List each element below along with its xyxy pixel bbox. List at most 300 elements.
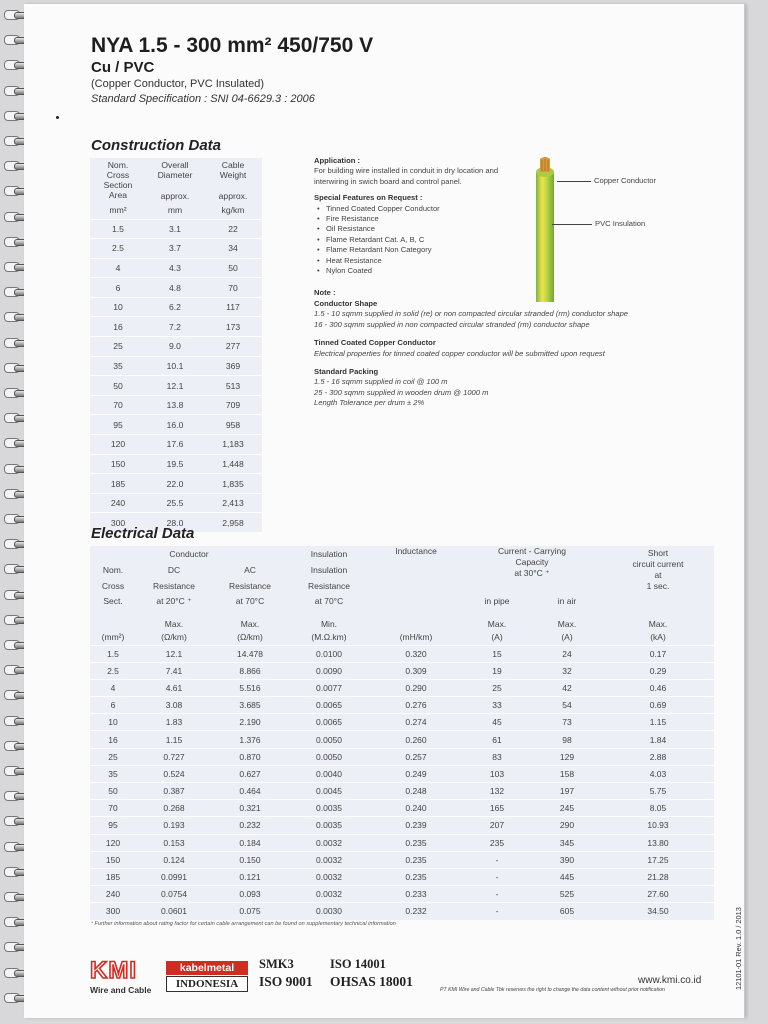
electrical-cell: 17.25 [602, 851, 714, 868]
packing-heading: Standard Packing [314, 366, 379, 376]
construction-cell: 22 [204, 219, 262, 239]
electrical-cell: 95 [90, 817, 136, 834]
header-approx: approx. [218, 191, 248, 201]
feature-item: • Flame Retardant Non Category [326, 245, 644, 255]
header-approx: approx. [160, 191, 190, 201]
construction-cell: 513 [204, 376, 262, 396]
conductor-shape-line: 16 - 300 sqmm supplied in non compacted circular stranded (rm) conductor shape [314, 319, 590, 329]
header-diameter-line: Diameter [157, 170, 193, 180]
construction-cell: 3.7 [146, 239, 204, 259]
note-heading: Note : [314, 288, 336, 298]
electrical-table [90, 546, 714, 920]
construction-cell: 34 [204, 239, 262, 259]
qualifier-cell: Max. [487, 619, 507, 629]
electrical-row [90, 714, 714, 731]
electrical-cell: 207 [462, 817, 532, 834]
electrical-cell: 0.0035 [288, 817, 370, 834]
feature-item: • Heat Resistance [326, 256, 644, 266]
electrical-cell: 24 [532, 645, 602, 662]
unit-area: mm² [109, 204, 127, 215]
kmi-logo-text: KMI [90, 957, 137, 981]
electrical-cell: 0.320 [370, 645, 462, 662]
electrical-cell: 13.80 [602, 834, 714, 851]
construction-cell: 120 [90, 435, 146, 455]
electrical-cell: 445 [532, 868, 602, 885]
construction-cell: 150 [90, 454, 146, 474]
short-circuit-head-line: 1 sec. [646, 581, 670, 591]
feature-item: • Fire Resistance [326, 214, 644, 224]
electrical-cell: 0.464 [212, 783, 288, 800]
electrical-cell: 0.627 [212, 765, 288, 782]
electrical-cell: 45 [462, 714, 532, 731]
electrical-cell: 0.0065 [288, 697, 370, 714]
tinned-heading: Tinned Coated Copper Conductor [314, 338, 436, 348]
electrical-cell: 525 [532, 886, 602, 903]
electrical-cell: 165 [462, 800, 532, 817]
electrical-row [90, 662, 714, 679]
insulation-head-3: Resistance [307, 581, 351, 591]
electrical-cell: 0.0045 [288, 783, 370, 800]
electrical-cell: 0.0090 [288, 662, 370, 679]
construction-row [90, 297, 262, 317]
construction-cell: 50 [204, 258, 262, 278]
electrical-cell: 10.93 [602, 817, 714, 834]
electrical-cell: 132 [462, 783, 532, 800]
feature-item: • Flame Retardant Cat. A, B, C [326, 235, 644, 245]
electrical-row [90, 817, 714, 834]
electrical-cell: 0.184 [212, 834, 288, 851]
electrical-cell: 54 [532, 697, 602, 714]
construction-cell: 16.0 [146, 415, 204, 435]
application-notes [314, 156, 644, 409]
unit-cell: (kA) [650, 631, 666, 642]
electrical-cell: 73 [532, 714, 602, 731]
feature-item: • Oil Resistance [326, 224, 644, 234]
nom-head: Sect. [103, 596, 123, 606]
electrical-cell: 0.150 [212, 851, 288, 868]
construction-heading: Construction Data [91, 137, 222, 154]
construction-cell: 277 [204, 337, 262, 357]
construction-cell: 25 [90, 337, 146, 357]
short-circuit-head-line: at [654, 570, 662, 580]
electrical-cell: 15 [462, 645, 532, 662]
application-text: For building wire installed in conduit in dry location and interwiring in swich board and control panel. [314, 166, 499, 186]
insulation-head-1: Insulation [310, 548, 348, 559]
electrical-cell: 2.190 [212, 714, 288, 731]
electrical-cell: 0.0050 [288, 731, 370, 748]
construction-cell: 7.2 [146, 317, 204, 337]
electrical-cell: 1.15 [602, 714, 714, 731]
packing-line: Length Tolerance per drum ± 2% [314, 398, 425, 408]
electrical-cell: 0.274 [370, 714, 462, 731]
punch-dot [56, 116, 59, 119]
construction-cell: 709 [204, 395, 262, 415]
electrical-cell: 235 [462, 834, 532, 851]
construction-cell: 10.1 [146, 356, 204, 376]
electrical-cell: 3.08 [136, 697, 212, 714]
unit-cell: (mH/km) [399, 631, 433, 642]
electrical-cell: 50 [90, 783, 136, 800]
current-head-line: Capacity [515, 557, 549, 567]
current-head-line: Current - Carrying [497, 546, 567, 556]
electrical-cell: 0.0040 [288, 765, 370, 782]
electrical-cell: 0.0065 [288, 714, 370, 731]
construction-cell: 173 [204, 317, 262, 337]
rights-notice: PT KMI Wire and Cable Tbk reserves the right to change the data content without prior notification [440, 987, 665, 993]
electrical-cell: 0.249 [370, 765, 462, 782]
short-circuit-head-line: circuit current [632, 559, 684, 569]
electrical-cell: 120 [90, 834, 136, 851]
standard-specification: Standard Specification : SNI 04-6629.3 : 2006 [91, 93, 315, 105]
construction-cell: 10 [90, 297, 146, 317]
header-nom-line: Nom. [107, 160, 129, 170]
construction-cell: 1,835 [204, 474, 262, 494]
electrical-cell: 0.121 [212, 868, 288, 885]
kmi-logo [90, 957, 160, 981]
electrical-cell: 0.0032 [288, 851, 370, 868]
electrical-cell: 0.0050 [288, 748, 370, 765]
features-list [314, 204, 644, 277]
electrical-cell: 5.75 [602, 783, 714, 800]
electrical-cell: 158 [532, 765, 602, 782]
construction-cell: 6.2 [146, 297, 204, 317]
electrical-cell: 0.0100 [288, 645, 370, 662]
qualifier-cell: Max. [240, 619, 260, 629]
insulation-body [536, 172, 554, 302]
electrical-row [90, 731, 714, 748]
electrical-cell: 0.524 [136, 765, 212, 782]
callout-line [552, 224, 592, 225]
electrical-cell: 8.05 [602, 800, 714, 817]
electrical-cell: 2.5 [90, 662, 136, 679]
electrical-cell: 0.727 [136, 748, 212, 765]
electrical-cell: 0.0991 [136, 868, 212, 885]
electrical-cell: 4.03 [602, 765, 714, 782]
electrical-cell: 27.60 [602, 886, 714, 903]
electrical-row [90, 800, 714, 817]
qualifier-cell: Max. [164, 619, 184, 629]
electrical-cell: 0.260 [370, 731, 462, 748]
electrical-cell: 32 [532, 662, 602, 679]
electrical-cell: 5.516 [212, 679, 288, 696]
electrical-cell: 0.870 [212, 748, 288, 765]
electrical-cell: 0.29 [602, 662, 714, 679]
electrical-cell: 0.268 [136, 800, 212, 817]
electrical-cell: 103 [462, 765, 532, 782]
construction-cell: 19.5 [146, 454, 204, 474]
electrical-cell: 0.235 [370, 851, 462, 868]
electrical-cell: 0.193 [136, 817, 212, 834]
construction-row [90, 219, 262, 239]
construction-cell: 3.1 [146, 219, 204, 239]
construction-row [90, 317, 262, 337]
construction-row [90, 493, 262, 513]
electrical-cell: 0.321 [212, 800, 288, 817]
construction-cell: 185 [90, 474, 146, 494]
header-nom-line: Section [103, 180, 133, 190]
qualifier-cell: Max. [648, 619, 668, 629]
inductance-head: Inductance [395, 546, 437, 556]
electrical-cell: 7.41 [136, 662, 212, 679]
electrical-cell: 0.232 [212, 817, 288, 834]
electrical-cell: 129 [532, 748, 602, 765]
electrical-cell: 0.0601 [136, 903, 212, 920]
electrical-row [90, 765, 714, 782]
electrical-cell: - [462, 851, 532, 868]
electrical-row [90, 697, 714, 714]
header-nom-line: Cross [106, 170, 130, 180]
construction-cell: 35 [90, 356, 146, 376]
qualifier-cell [370, 609, 462, 629]
electrical-cell: 0.46 [602, 679, 714, 696]
construction-cell: 17.6 [146, 435, 204, 455]
construction-cell: 6 [90, 278, 146, 298]
electrical-cell: 83 [462, 748, 532, 765]
construction-cell: 958 [204, 415, 262, 435]
electrical-cell: 185 [90, 868, 136, 885]
construction-cell: 369 [204, 356, 262, 376]
electrical-cell: 19 [462, 662, 532, 679]
electrical-cell: 0.0030 [288, 903, 370, 920]
construction-cell: 9.0 [146, 337, 204, 357]
indonesia-logo: INDONESIA [166, 976, 248, 992]
short-circuit-head-line: Short [647, 548, 669, 558]
qualifier-cell: Max. [557, 619, 577, 629]
electrical-cell: 0.17 [602, 645, 714, 662]
construction-cell: 12.1 [146, 376, 204, 396]
electrical-cell: 4.61 [136, 679, 212, 696]
electrical-cell: 0.276 [370, 697, 462, 714]
ohsas-cert: OHSAS 18001 [330, 974, 413, 989]
electrical-cell: 0.239 [370, 817, 462, 834]
website[interactable]: www.kmi.co.id [638, 975, 702, 986]
construction-cell: 2.5 [90, 239, 146, 259]
features-heading: Special Features on Request : [314, 193, 423, 203]
electrical-cell: 14.478 [212, 645, 288, 662]
electrical-row [90, 645, 714, 662]
electrical-cell: 33 [462, 697, 532, 714]
electrical-cell: 150 [90, 851, 136, 868]
callout-line [557, 181, 591, 182]
electrical-cell: 0.233 [370, 886, 462, 903]
electrical-row [90, 886, 714, 903]
electrical-cell: 300 [90, 903, 136, 920]
construction-cell: 13.8 [146, 395, 204, 415]
iso14001-cert: ISO 14001 [330, 957, 386, 971]
ac-head: at 70°C [235, 596, 265, 606]
electrical-cell: 1.5 [90, 645, 136, 662]
electrical-cell: 0.0077 [288, 679, 370, 696]
header-diameter-line: Overall [161, 160, 189, 170]
electrical-cell: 290 [532, 817, 602, 834]
unit-cell: (mm²) [101, 631, 125, 642]
electrical-cell: - [462, 903, 532, 920]
electrical-cell: 0.248 [370, 783, 462, 800]
iso9001-cert: ISO 9001 [259, 974, 313, 989]
construction-row [90, 239, 262, 259]
construction-cell: 25.5 [146, 493, 204, 513]
electrical-cell: 245 [532, 800, 602, 817]
electrical-cell: 0.387 [136, 783, 212, 800]
dc-head: at 20°C ⁺ [156, 595, 192, 606]
packing-line: 1.5 - 16 sqmm supplied in coil @ 100 m [314, 377, 448, 387]
electrical-cell: 8.866 [212, 662, 288, 679]
construction-cell: 70 [204, 278, 262, 298]
electrical-row [90, 783, 714, 800]
electrical-row [90, 679, 714, 696]
in-air-head: in air [557, 596, 577, 606]
construction-row [90, 376, 262, 396]
construction-cell: 1,183 [204, 435, 262, 455]
electrical-cell: 16 [90, 731, 136, 748]
electrical-cell: 25 [462, 679, 532, 696]
electrical-cell: 240 [90, 886, 136, 903]
construction-row [90, 415, 262, 435]
electrical-cell: 0.290 [370, 679, 462, 696]
construction-cell: 1,448 [204, 454, 262, 474]
header-nom-line: Area [108, 190, 128, 200]
electrical-cell: 1.83 [136, 714, 212, 731]
electrical-cell: 10 [90, 714, 136, 731]
electrical-row [90, 851, 714, 868]
construction-table [90, 158, 262, 532]
electrical-cell: 70 [90, 800, 136, 817]
construction-cell: 4.8 [146, 278, 204, 298]
electrical-row [90, 868, 714, 885]
electrical-cell: 42 [532, 679, 602, 696]
electrical-cell: 0.0032 [288, 868, 370, 885]
ac-head: Resistance [228, 581, 272, 591]
electrical-cell: 61 [462, 731, 532, 748]
construction-row [90, 337, 262, 357]
electrical-cell: 0.69 [602, 697, 714, 714]
unit-cell: (M.Ω.km) [311, 631, 347, 642]
electrical-cell: 1.15 [136, 731, 212, 748]
electrical-cell: 35 [90, 765, 136, 782]
construction-cell: 2,958 [204, 513, 262, 532]
qualifier-cell: Min. [320, 619, 338, 629]
electrical-cell: 6 [90, 697, 136, 714]
construction-cell: 22.0 [146, 474, 204, 494]
electrical-cell: 2.88 [602, 748, 714, 765]
electrical-cell: 0.0754 [136, 886, 212, 903]
construction-cell: 240 [90, 493, 146, 513]
feature-item: • Nylon Coated [326, 266, 644, 276]
conductor-group-head: Conductor [169, 548, 209, 559]
electrical-cell: - [462, 868, 532, 885]
smk3-cert: SMK3 [259, 957, 294, 971]
page-title: NYA 1.5 - 300 mm² 450/750 V [91, 34, 374, 57]
electrical-cell: 4 [90, 679, 136, 696]
electrical-cell: 345 [532, 834, 602, 851]
revision-code: 12101-01 Rev. 1.0 / 2013 [734, 907, 743, 990]
electrical-cell: 0.240 [370, 800, 462, 817]
electrical-cell: 0.124 [136, 851, 212, 868]
feature-item: • Tinned Coated Copper Conductor [326, 204, 644, 214]
construction-cell: 50 [90, 376, 146, 396]
electrical-heading: Electrical Data [91, 525, 195, 542]
header-weight-line: Cable [221, 160, 245, 170]
construction-cell: 2,413 [204, 493, 262, 513]
electrical-cell: 12.1 [136, 645, 212, 662]
kabelmetal-logo: kabelmetal [166, 961, 248, 975]
header-weight-line: Weight [219, 170, 247, 180]
electrical-cell: 0.232 [370, 903, 462, 920]
packing-line: 25 - 300 sqmm supplied in wooden drum @ 1000 m [314, 387, 489, 397]
cable-cross-section-image [530, 156, 560, 306]
page-subtitle: Cu / PVC [91, 59, 155, 76]
electrical-cell: 98 [532, 731, 602, 748]
electrical-cell: 34.50 [602, 903, 714, 920]
footnote: ⁺ Further information about rating factor for certain cable arrangement can be found on supplementary technical information [90, 921, 396, 927]
construction-row [90, 435, 262, 455]
conductor-shape-line: 1.5 - 10 sqmm supplied in solid (re) or non compacted circular stranded (rm) conductor shape [314, 309, 629, 319]
electrical-cell: 0.309 [370, 662, 462, 679]
electrical-cell: 1.84 [602, 731, 714, 748]
electrical-cell: 1.376 [212, 731, 288, 748]
dc-head: Resistance [152, 581, 196, 591]
construction-row [90, 395, 262, 415]
insulation-head-4: at 70°C [314, 596, 344, 606]
electrical-cell: - [462, 886, 532, 903]
electrical-cell: 0.075 [212, 903, 288, 920]
unit-cell: (A) [491, 631, 503, 642]
construction-cell: 16 [90, 317, 146, 337]
in-pipe-head: in pipe [484, 596, 510, 606]
electrical-cell: 0.153 [136, 834, 212, 851]
conductor-shape-heading: Conductor Shape [314, 298, 378, 308]
unit-cell: (A) [561, 631, 573, 642]
electrical-cell: 0.0035 [288, 800, 370, 817]
electrical-cell: 0.235 [370, 834, 462, 851]
nom-head: Nom. [102, 565, 124, 576]
cable-description: (Copper Conductor, PVC Insulated) [91, 78, 265, 90]
kmi-subtitle: Wire and Cable [90, 985, 152, 995]
electrical-cell: 25 [90, 748, 136, 765]
electrical-cell: 21.28 [602, 868, 714, 885]
tinned-text: Electrical properties for tinned coated copper conductor will be submitted upon request [314, 348, 605, 358]
unit-diameter: mm [167, 204, 183, 215]
construction-cell: 117 [204, 297, 262, 317]
construction-row [90, 474, 262, 494]
dc-head: DC [167, 565, 181, 576]
construction-row [90, 278, 262, 298]
electrical-cell: 605 [532, 903, 602, 920]
electrical-cell: 390 [532, 851, 602, 868]
nom-head: Cross [101, 581, 125, 591]
electrical-row [90, 834, 714, 851]
unit-cell: (Ω/km) [161, 631, 187, 642]
electrical-cell: 197 [532, 783, 602, 800]
electrical-row [90, 748, 714, 765]
callout-pvc-insulation: PVC Insulation [595, 219, 646, 228]
electrical-cell: 0.0032 [288, 834, 370, 851]
electrical-cell: 0.0032 [288, 886, 370, 903]
construction-cell: 28.0 [146, 513, 204, 532]
unit-weight: kg/km [221, 204, 245, 215]
construction-cell: 95 [90, 415, 146, 435]
construction-cell: 1.5 [90, 219, 146, 239]
unit-cell: (Ω/km) [237, 631, 263, 642]
construction-cell: 4.3 [146, 258, 204, 278]
construction-row [90, 258, 262, 278]
application-heading: Application : [314, 156, 360, 165]
construction-cell: 70 [90, 395, 146, 415]
callout-copper-conductor: Copper Conductor [594, 176, 657, 185]
construction-row [90, 454, 262, 474]
construction-row [90, 356, 262, 376]
electrical-cell: 0.093 [212, 886, 288, 903]
